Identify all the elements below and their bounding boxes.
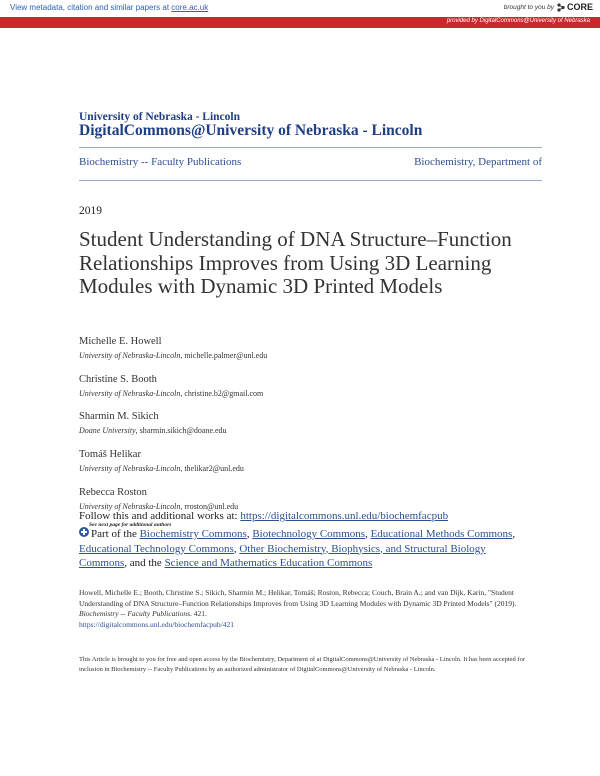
follow-label: Follow this and additional works at: [79,510,238,522]
author-institution: University of Nebraska-Lincoln [79,502,181,511]
core-logo[interactable] [556,1,594,15]
author-institution: University of Nebraska-Lincoln [79,351,181,360]
author-affiliation [79,464,244,473]
author-name: Rebecca Roston [79,487,147,498]
author-name: Michelle E. Howell [79,336,162,347]
author-email: , michelle.palmer@unl.edu [180,351,268,360]
author-email: , christine.b2@gmail.com [180,389,264,398]
citation-number: . 421. [190,609,207,618]
collection-url-link[interactable]: https://digitalcommons.unl.edu/biochemfacpub [240,510,449,522]
recommended-citation [79,588,529,630]
author-email: , rroston@unl.edu [180,502,239,511]
author-email: , thelikar2@unl.edu [180,464,244,473]
commons-link[interactable]: Educational Technology Commons [79,542,234,555]
part-of-commons [79,527,529,571]
commons-separator: , [365,528,371,540]
collection-divider [79,180,542,181]
university-name[interactable]: University of Nebraska - Lincoln [79,111,240,123]
author-name: Sharmin M. Sikich [79,411,159,422]
metadata-notice [10,3,208,12]
author-email: , sharmin.sikich@doane.edu [135,426,227,435]
commons-link[interactable]: Science and Mathematics Education Commons [164,557,373,569]
repository-name[interactable]: DigitalCommons@University of Nebraska - Lincoln [79,122,423,139]
author-institution: University of Nebraska-Lincoln [79,464,181,473]
core-banner [0,0,600,17]
citation-text: Howell, Michelle E.; Booth, Christine S.; Sikich, Sharmin M.; Helikar, Tomáš; Roston, Rebecca; Couch, Brain A.; and van Dijk, Karin, "Student Understanding of DNA Structure–Function Relationships Improves from Using 3D Learning Modules with Dynamic 3D Printed Models" (2019). [79,588,517,608]
core-label: CORE [567,2,594,12]
core-icon [556,2,566,13]
author-institution: Doane University [79,426,136,435]
commons-link[interactable]: Biochemistry Commons [139,528,247,540]
author-affiliation [79,389,263,398]
header-divider [79,147,542,148]
part-of-prefix: Part of the [91,528,137,540]
collection-link[interactable]: Biochemistry -- Faculty Publications [79,156,242,168]
paper-title: Student Understanding of DNA Structure–Function Relationships Improves from Using 3D Learning Modules with Dynamic 3D Printed Models [79,227,512,298]
core-link[interactable]: core.ac.uk [171,3,209,12]
publication-year: 2019 [79,205,102,217]
author-name: Tomáš Helikar [79,449,141,460]
follow-line [79,510,448,522]
brought-to-you-text: brought to you by [503,4,554,11]
citation-journal: Biochemistry -- Faculty Publications [79,609,191,618]
author-affiliation [79,426,227,435]
author-institution: University of Nebraska-Lincoln [79,389,181,398]
commons-separator: , [233,542,240,555]
commons-separator: , [246,528,253,540]
commons-link[interactable]: Biotechnology Commons [252,528,366,540]
commons-separator: , and the [124,557,165,569]
provider-text: provided by DigitalCommons@University of Nebraska [446,18,590,24]
metadata-text: View metadata, citation and similar papers at [10,3,170,12]
commons-separator: , [512,528,516,540]
citation-url-link[interactable]: https://digitalcommons.unl.edu/biochemfacpub/421 [79,619,234,629]
commons-link[interactable]: Educational Methods Commons [370,528,513,540]
author-name: Christine S. Booth [79,374,157,385]
see-next-page-note[interactable]: See next page for additional authors [89,522,172,528]
author-affiliation [79,351,267,360]
commons-link[interactable]: Other Biochemistry, Biophysics, and Structural Biology Commons [79,542,486,569]
access-notice: This Article is brought to you for free and open access by the Biochemistry, Department of at DigitalCommons@University of Nebraska - Lincoln. It has been accepted for inclusion in Biochemistry -- Faculty Publications by an authorized administrator of DigitalCommons@University of Nebraska - Lincoln. [79,656,525,673]
department-link[interactable]: Biochemistry, Department of [414,156,542,168]
provider-bar [0,17,600,28]
